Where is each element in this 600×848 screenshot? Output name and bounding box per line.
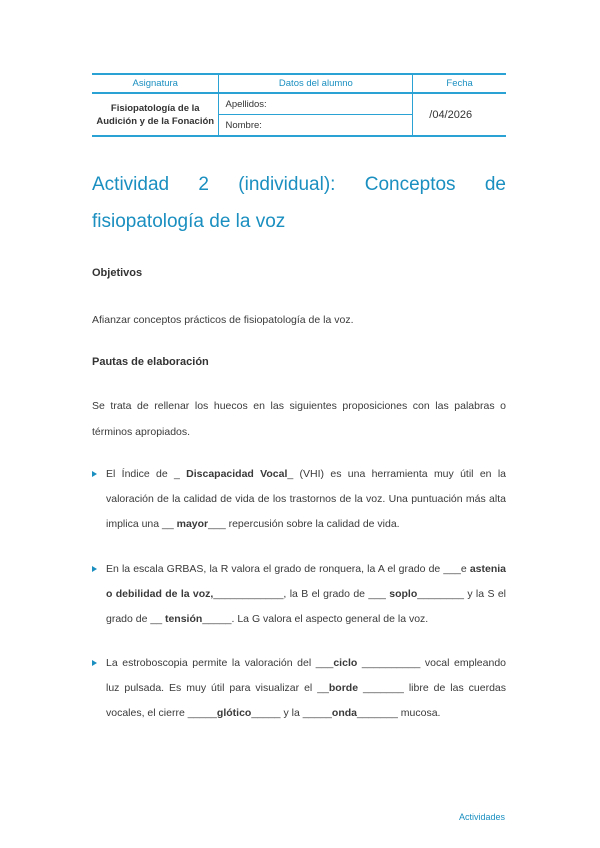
item-text: _______ mucosa.	[357, 707, 441, 719]
date-value: /04/2026	[413, 93, 506, 136]
list-item	[92, 557, 506, 632]
item-answer: mayor	[176, 518, 209, 530]
item-text: ____________, la B el grado de ___	[213, 588, 390, 600]
header-table	[92, 73, 506, 137]
header-col-student: Datos del alumno	[219, 74, 413, 93]
objectives-heading: Objetivos	[92, 267, 143, 279]
bullet-arrow-icon	[92, 660, 97, 666]
item-text: _ (VHI) es una herramienta muy útil en la valoración de la calidad de vida de los trastornos de la voz. Una puntuación más alta implica una __	[106, 468, 506, 530]
item-text: _____ y la _____	[251, 707, 332, 719]
bullet-arrow-icon	[92, 471, 97, 477]
list-item	[92, 651, 506, 726]
footer-label: Actividades	[459, 812, 506, 822]
guidelines-text: Se trata de rellenar los huecos en las siguientes proposiciones con las palabras o términos apropiados.	[92, 400, 506, 438]
item-text: El Índice de _	[106, 468, 187, 480]
guidelines-heading: Pautas de elaboración	[92, 356, 209, 368]
item-text: __________ vocal empleando luz pulsada. Es muy útil para visualizar el __	[106, 657, 506, 694]
item-answer: ciclo	[333, 657, 358, 669]
objectives-text: Afianzar conceptos prácticos de fisiopatología de la voz.	[92, 314, 354, 326]
item-answer: astenia o debilidad de la voz,	[106, 563, 506, 600]
page-title: Actividad 2 (individual): Conceptos de fisiopatología de la voz	[92, 174, 506, 232]
item-answer: Discapacidad Vocal	[186, 468, 288, 480]
item-text: La estroboscopia permite la valoración del ___	[106, 657, 334, 669]
item-answer: soplo	[389, 588, 418, 600]
item-answer: onda	[331, 707, 357, 719]
bullet-arrow-icon	[92, 566, 97, 572]
item-text: _____. La G valora el aspecto general de la voz.	[202, 613, 429, 625]
subject-name: Fisiopatología de la Audición y de la Fonación	[92, 93, 219, 136]
list-item	[92, 462, 506, 537]
header-col-subject: Asignatura	[92, 74, 219, 93]
surname-field[interactable]: Apellidos:	[219, 93, 413, 115]
item-text: _______ libre de las cuerdas vocales, el cierre _____	[106, 682, 506, 719]
name-field[interactable]: Nombre:	[219, 115, 413, 137]
header-col-date: Fecha	[413, 74, 506, 93]
item-text: ________ y la S el grado de __	[106, 588, 506, 625]
item-answer: tensión	[164, 613, 203, 625]
item-text: ___ repercusión sobre la calidad de vida.	[208, 518, 400, 530]
item-answer: glótico	[216, 707, 252, 719]
item-answer: borde	[328, 682, 359, 694]
item-text: En la escala GRBAS, la R valora el grado de ronquera, la A el grado de ___e	[106, 563, 470, 575]
